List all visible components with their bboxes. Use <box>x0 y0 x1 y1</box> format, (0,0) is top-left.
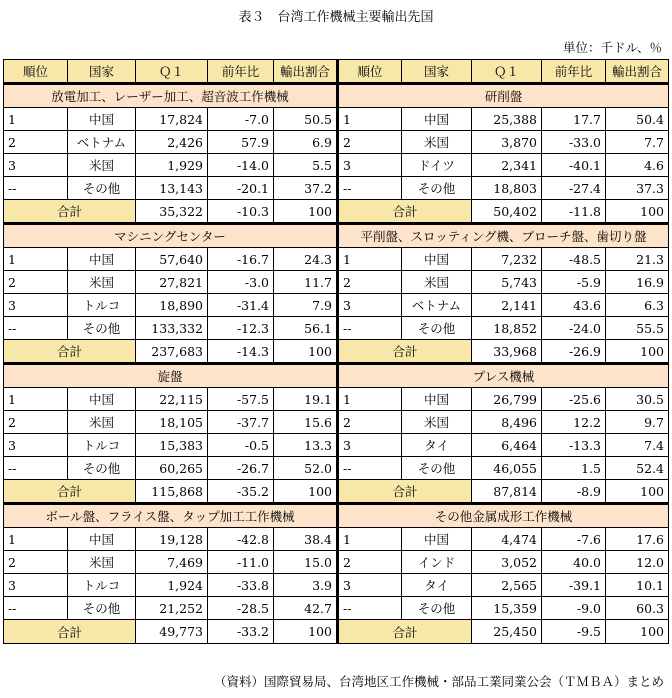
left-export-share-cell: 15.0 <box>274 551 338 574</box>
table-row <box>4 434 669 457</box>
header-share: 輸出割合 <box>274 60 338 84</box>
left-q1-value-cell: 1,929 <box>136 154 208 177</box>
left-yoy-change-cell: -16.7 <box>208 248 274 271</box>
left-total-label: 合計 <box>4 200 136 224</box>
right-total-label: 合計 <box>338 200 472 224</box>
left-rank-cell: 3 <box>4 294 68 317</box>
right-total-yoy-change-cell: -8.9 <box>542 480 606 504</box>
left-yoy-change-cell: -37.7 <box>208 411 274 434</box>
header-yoy: 前年比 <box>208 60 274 84</box>
right-yoy-change-cell: 1.5 <box>542 457 606 480</box>
left-yoy-change-cell: -26.7 <box>208 457 274 480</box>
right-rank-cell: 3 <box>338 294 402 317</box>
right-country-cell: 中国 <box>402 528 472 551</box>
right-rank-cell: -- <box>338 177 402 200</box>
right-export-share-cell: 12.0 <box>606 551 669 574</box>
section-title-right: 平削盤、スロッティング機、ブローチ盤、歯切り盤 <box>338 224 669 248</box>
right-rank-cell: -- <box>338 317 402 340</box>
section-title-left: ボール盤、フライス盤、タップ加工工作機械 <box>4 504 338 528</box>
right-rank-cell: 1 <box>338 388 402 411</box>
right-total-export-share-cell: 100 <box>606 620 669 644</box>
right-yoy-change-cell: -9.0 <box>542 597 606 620</box>
left-rank-cell: -- <box>4 317 68 340</box>
left-rank-cell: 1 <box>4 528 68 551</box>
export-destinations-table <box>3 59 669 644</box>
right-total-export-share-cell: 100 <box>606 480 669 504</box>
total-row <box>4 480 669 504</box>
right-export-share-cell: 21.3 <box>606 248 669 271</box>
right-export-share-cell: 50.4 <box>606 108 669 131</box>
right-country-cell: その他 <box>402 317 472 340</box>
right-q1-value-cell: 4,474 <box>472 528 542 551</box>
table-row <box>4 551 669 574</box>
right-q1-value-cell: 8,496 <box>472 411 542 434</box>
left-total-export-share-cell: 100 <box>274 200 338 224</box>
section-header-row <box>4 364 669 388</box>
right-country-cell: インド <box>402 551 472 574</box>
right-q1-value-cell: 46,055 <box>472 457 542 480</box>
right-yoy-change-cell: -48.5 <box>542 248 606 271</box>
right-total-q1-value-cell: 50,402 <box>472 200 542 224</box>
left-q1-value-cell: 27,821 <box>136 271 208 294</box>
left-q1-value-cell: 15,383 <box>136 434 208 457</box>
right-yoy-change-cell: -13.3 <box>542 434 606 457</box>
left-rank-cell: 2 <box>4 551 68 574</box>
table-row <box>4 388 669 411</box>
left-yoy-change-cell: -11.0 <box>208 551 274 574</box>
right-q1-value-cell: 2,341 <box>472 154 542 177</box>
right-export-share-cell: 60.3 <box>606 597 669 620</box>
header-row <box>4 60 669 84</box>
right-q1-value-cell: 3,052 <box>472 551 542 574</box>
right-total-export-share-cell: 100 <box>606 340 669 364</box>
left-export-share-cell: 50.5 <box>274 108 338 131</box>
left-country-cell: 米国 <box>68 551 136 574</box>
left-yoy-change-cell: -3.0 <box>208 271 274 294</box>
left-country-cell: 中国 <box>68 528 136 551</box>
left-yoy-change-cell: -7.0 <box>208 108 274 131</box>
table-row <box>4 457 669 480</box>
left-export-share-cell: 13.3 <box>274 434 338 457</box>
left-rank-cell: 1 <box>4 248 68 271</box>
left-total-yoy-change-cell: -35.2 <box>208 480 274 504</box>
table-row <box>4 317 669 340</box>
right-rank-cell: 3 <box>338 154 402 177</box>
right-yoy-change-cell: -5.9 <box>542 271 606 294</box>
right-yoy-change-cell: -40.1 <box>542 154 606 177</box>
left-country-cell: トルコ <box>68 434 136 457</box>
right-yoy-change-cell: 43.6 <box>542 294 606 317</box>
left-q1-value-cell: 60,265 <box>136 457 208 480</box>
left-export-share-cell: 56.1 <box>274 317 338 340</box>
left-export-share-cell: 37.2 <box>274 177 338 200</box>
section-title-left: 旋盤 <box>4 364 338 388</box>
right-q1-value-cell: 18,803 <box>472 177 542 200</box>
section-title-right: プレス機械 <box>338 364 669 388</box>
right-country-cell: タイ <box>402 574 472 597</box>
right-yoy-change-cell: -39.1 <box>542 574 606 597</box>
right-yoy-change-cell: -24.0 <box>542 317 606 340</box>
right-q1-value-cell: 2,565 <box>472 574 542 597</box>
left-export-share-cell: 52.0 <box>274 457 338 480</box>
right-export-share-cell: 17.6 <box>606 528 669 551</box>
right-yoy-change-cell: -27.4 <box>542 177 606 200</box>
left-q1-value-cell: 19,128 <box>136 528 208 551</box>
left-yoy-change-cell: -12.3 <box>208 317 274 340</box>
left-export-share-cell: 38.4 <box>274 528 338 551</box>
right-q1-value-cell: 3,870 <box>472 131 542 154</box>
left-q1-value-cell: 7,469 <box>136 551 208 574</box>
right-country-cell: 米国 <box>402 131 472 154</box>
right-yoy-change-cell: 17.7 <box>542 108 606 131</box>
right-country-cell: 中国 <box>402 388 472 411</box>
header-yoy: 前年比 <box>542 60 606 84</box>
header-q1: Ｑ１ <box>136 60 208 84</box>
right-total-q1-value-cell: 25,450 <box>472 620 542 644</box>
table-row <box>4 248 669 271</box>
right-q1-value-cell: 26,799 <box>472 388 542 411</box>
right-rank-cell: 2 <box>338 551 402 574</box>
right-country-cell: 中国 <box>402 248 472 271</box>
section-title-right: その他金属成形工作機械 <box>338 504 669 528</box>
table-row <box>4 177 669 200</box>
left-yoy-change-cell: -0.5 <box>208 434 274 457</box>
left-rank-cell: -- <box>4 597 68 620</box>
table-row <box>4 597 669 620</box>
source-note: （資料）国際貿易局、台湾地区工作機械・部品工業同業公会（ＴＭＢＡ）まとめ <box>213 674 664 689</box>
right-q1-value-cell: 18,852 <box>472 317 542 340</box>
right-export-share-cell: 37.3 <box>606 177 669 200</box>
left-q1-value-cell: 1,924 <box>136 574 208 597</box>
left-rank-cell: 2 <box>4 271 68 294</box>
right-yoy-change-cell: 12.2 <box>542 411 606 434</box>
left-total-export-share-cell: 100 <box>274 480 338 504</box>
left-total-q1-value-cell: 49,773 <box>136 620 208 644</box>
right-country-cell: 中国 <box>402 108 472 131</box>
header-rank: 順位 <box>338 60 402 84</box>
right-country-cell: その他 <box>402 457 472 480</box>
left-rank-cell: 2 <box>4 131 68 154</box>
header-rank: 順位 <box>4 60 68 84</box>
right-q1-value-cell: 6,464 <box>472 434 542 457</box>
left-country-cell: トルコ <box>68 294 136 317</box>
section-header-row <box>4 84 669 108</box>
header-share: 輸出割合 <box>606 60 669 84</box>
right-export-share-cell: 7.4 <box>606 434 669 457</box>
left-q1-value-cell: 57,640 <box>136 248 208 271</box>
left-total-label: 合計 <box>4 340 136 364</box>
left-country-cell: その他 <box>68 597 136 620</box>
left-q1-value-cell: 21,252 <box>136 597 208 620</box>
right-export-share-cell: 52.4 <box>606 457 669 480</box>
header-country: 国家 <box>402 60 472 84</box>
left-country-cell: その他 <box>68 177 136 200</box>
left-yoy-change-cell: -31.4 <box>208 294 274 317</box>
table-row <box>4 411 669 434</box>
right-rank-cell: 2 <box>338 411 402 434</box>
left-rank-cell: -- <box>4 457 68 480</box>
right-q1-value-cell: 5,743 <box>472 271 542 294</box>
right-yoy-change-cell: 40.0 <box>542 551 606 574</box>
right-rank-cell: 1 <box>338 528 402 551</box>
section-title-left: マシニングセンター <box>4 224 338 248</box>
left-yoy-change-cell: 57.9 <box>208 131 274 154</box>
section-header-row <box>4 224 669 248</box>
left-rank-cell: 3 <box>4 154 68 177</box>
left-rank-cell: -- <box>4 177 68 200</box>
right-total-yoy-change-cell: -9.5 <box>542 620 606 644</box>
right-country-cell: 米国 <box>402 271 472 294</box>
section-header-row <box>4 504 669 528</box>
left-q1-value-cell: 13,143 <box>136 177 208 200</box>
left-total-label: 合計 <box>4 620 136 644</box>
left-q1-value-cell: 17,824 <box>136 108 208 131</box>
left-export-share-cell: 11.7 <box>274 271 338 294</box>
left-yoy-change-cell: -33.8 <box>208 574 274 597</box>
left-total-export-share-cell: 100 <box>274 620 338 644</box>
total-row <box>4 620 669 644</box>
left-country-cell: 中国 <box>68 108 136 131</box>
total-row <box>4 200 669 224</box>
left-total-yoy-change-cell: -10.3 <box>208 200 274 224</box>
right-rank-cell: -- <box>338 457 402 480</box>
right-q1-value-cell: 25,388 <box>472 108 542 131</box>
left-export-share-cell: 42.7 <box>274 597 338 620</box>
left-export-share-cell: 24.3 <box>274 248 338 271</box>
left-export-share-cell: 19.1 <box>274 388 338 411</box>
right-export-share-cell: 6.3 <box>606 294 669 317</box>
table-row <box>4 574 669 597</box>
right-country-cell: 米国 <box>402 411 472 434</box>
right-total-yoy-change-cell: -26.9 <box>542 340 606 364</box>
left-q1-value-cell: 22,115 <box>136 388 208 411</box>
right-yoy-change-cell: -25.6 <box>542 388 606 411</box>
left-rank-cell: 1 <box>4 108 68 131</box>
right-country-cell: タイ <box>402 434 472 457</box>
table-row <box>4 528 669 551</box>
right-export-share-cell: 30.5 <box>606 388 669 411</box>
right-export-share-cell: 9.7 <box>606 411 669 434</box>
left-rank-cell: 2 <box>4 411 68 434</box>
right-country-cell: その他 <box>402 597 472 620</box>
left-total-q1-value-cell: 115,868 <box>136 480 208 504</box>
right-q1-value-cell: 2,141 <box>472 294 542 317</box>
left-total-yoy-change-cell: -14.3 <box>208 340 274 364</box>
right-rank-cell: -- <box>338 597 402 620</box>
right-total-label: 合計 <box>338 480 472 504</box>
left-country-cell: ベトナム <box>68 131 136 154</box>
right-export-share-cell: 10.1 <box>606 574 669 597</box>
right-total-q1-value-cell: 87,814 <box>472 480 542 504</box>
left-q1-value-cell: 133,332 <box>136 317 208 340</box>
left-country-cell: その他 <box>68 457 136 480</box>
header-country: 国家 <box>68 60 136 84</box>
right-export-share-cell: 4.6 <box>606 154 669 177</box>
right-total-yoy-change-cell: -11.8 <box>542 200 606 224</box>
left-total-label: 合計 <box>4 480 136 504</box>
left-total-yoy-change-cell: -33.2 <box>208 620 274 644</box>
right-export-share-cell: 55.5 <box>606 317 669 340</box>
left-total-q1-value-cell: 35,322 <box>136 200 208 224</box>
table-row <box>4 154 669 177</box>
right-total-label: 合計 <box>338 620 472 644</box>
left-rank-cell: 3 <box>4 434 68 457</box>
right-rank-cell: 3 <box>338 434 402 457</box>
left-export-share-cell: 7.9 <box>274 294 338 317</box>
left-yoy-change-cell: -42.8 <box>208 528 274 551</box>
right-country-cell: ドイツ <box>402 154 472 177</box>
left-export-share-cell: 3.9 <box>274 574 338 597</box>
right-rank-cell: 1 <box>338 248 402 271</box>
left-export-share-cell: 5.5 <box>274 154 338 177</box>
right-export-share-cell: 16.9 <box>606 271 669 294</box>
left-q1-value-cell: 18,890 <box>136 294 208 317</box>
left-country-cell: 米国 <box>68 154 136 177</box>
table-row <box>4 294 669 317</box>
left-export-share-cell: 15.6 <box>274 411 338 434</box>
right-total-export-share-cell: 100 <box>606 200 669 224</box>
left-rank-cell: 3 <box>4 574 68 597</box>
section-title-left: 放電加工、レーザー加工、超音波工作機械 <box>4 84 338 108</box>
left-total-q1-value-cell: 237,683 <box>136 340 208 364</box>
left-q1-value-cell: 2,426 <box>136 131 208 154</box>
left-yoy-change-cell: -20.1 <box>208 177 274 200</box>
header-q1: Ｑ１ <box>472 60 542 84</box>
table-title: 表３ 台湾工作機械主要輸出先国 <box>238 10 434 25</box>
left-q1-value-cell: 18,105 <box>136 411 208 434</box>
left-total-export-share-cell: 100 <box>274 340 338 364</box>
left-country-cell: 中国 <box>68 248 136 271</box>
unit-label: 単位：千ドル、％ <box>562 40 662 55</box>
right-total-q1-value-cell: 33,968 <box>472 340 542 364</box>
right-yoy-change-cell: -33.0 <box>542 131 606 154</box>
left-country-cell: トルコ <box>68 574 136 597</box>
section-title-right: 研削盤 <box>338 84 669 108</box>
right-country-cell: その他 <box>402 177 472 200</box>
right-rank-cell: 1 <box>338 108 402 131</box>
right-total-label: 合計 <box>338 340 472 364</box>
table-row <box>4 271 669 294</box>
right-q1-value-cell: 7,232 <box>472 248 542 271</box>
left-country-cell: 米国 <box>68 271 136 294</box>
right-export-share-cell: 7.7 <box>606 131 669 154</box>
right-country-cell: ベトナム <box>402 294 472 317</box>
right-rank-cell: 3 <box>338 574 402 597</box>
left-country-cell: 米国 <box>68 411 136 434</box>
right-rank-cell: 2 <box>338 131 402 154</box>
total-row <box>4 340 669 364</box>
left-rank-cell: 1 <box>4 388 68 411</box>
left-yoy-change-cell: -28.5 <box>208 597 274 620</box>
left-country-cell: その他 <box>68 317 136 340</box>
right-rank-cell: 2 <box>338 271 402 294</box>
right-yoy-change-cell: -7.6 <box>542 528 606 551</box>
left-yoy-change-cell: -57.5 <box>208 388 274 411</box>
table-row <box>4 108 669 131</box>
table-row <box>4 131 669 154</box>
left-yoy-change-cell: -14.0 <box>208 154 274 177</box>
right-q1-value-cell: 15,359 <box>472 597 542 620</box>
left-export-share-cell: 6.9 <box>274 131 338 154</box>
left-country-cell: 中国 <box>68 388 136 411</box>
